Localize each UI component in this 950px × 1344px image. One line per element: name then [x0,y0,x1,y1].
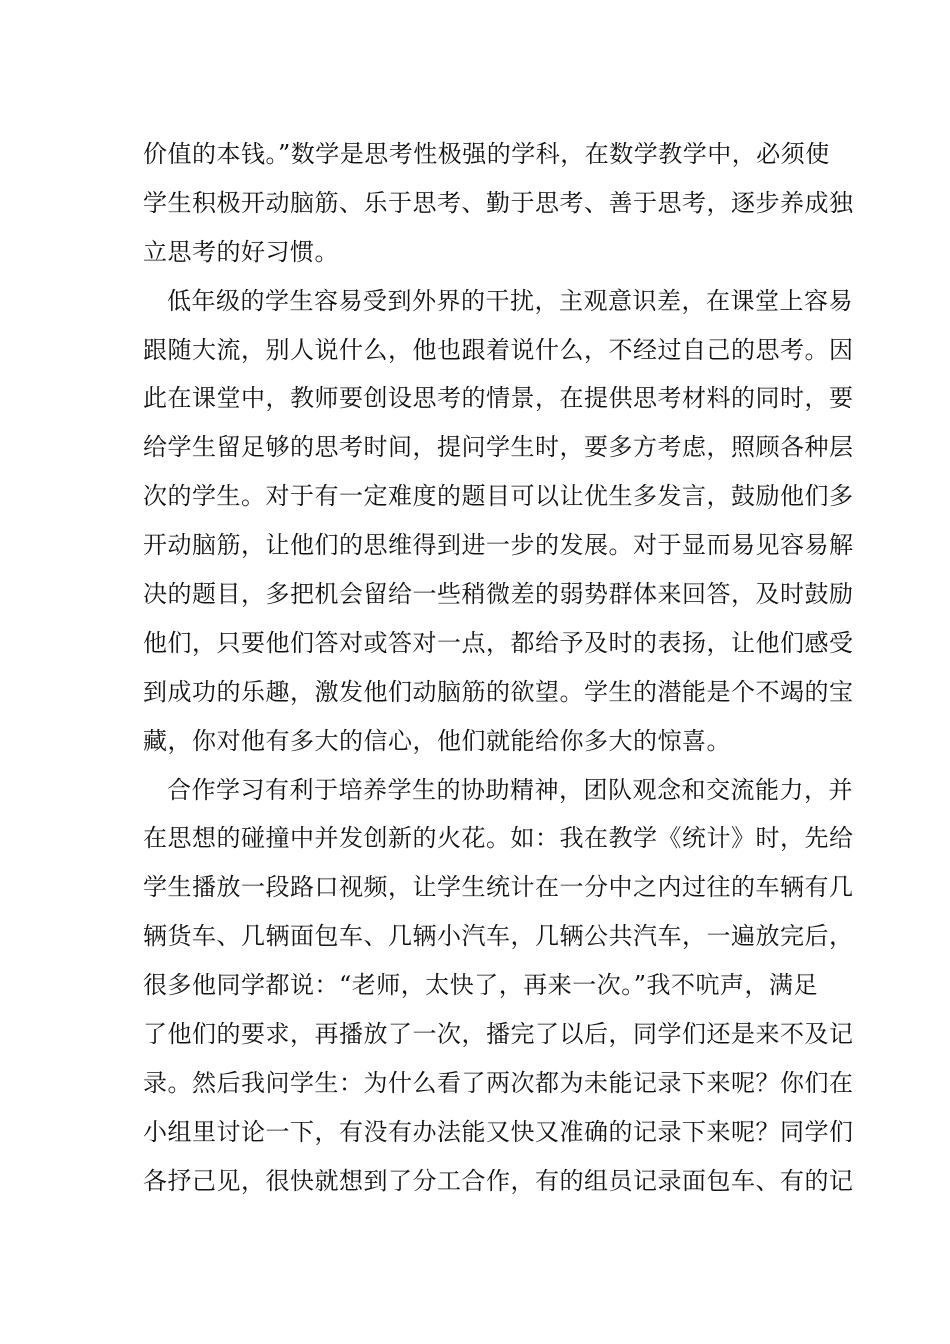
text-line: 录。然后我问学生：为什么看了两次都为未能记录下来呢？你们在 [143,1068,854,1097]
text-line: 很多他同学都说：“老师，太快了，再来一次。”我不吭声，满足 [143,971,819,1000]
text-line: 决的题目，多把机会留给一些稍微差的弱势群体来回答，及时鼓励 [143,580,854,609]
text-line: 了他们的要求，再播放了一次，播完了以后，同学们还是来不及记 [143,1020,854,1049]
text-line: 学生积极开动脑筋、乐于思考、勤于思考、善于思考，逐步养成独 [143,188,854,217]
text-line: 次的学生。对于有一定难度的题目可以让优生多发言，鼓励他们多 [143,482,854,511]
text-line: 在思想的碰撞中并发创新的火花。如：我在教学《统计》时，先给 [143,824,854,853]
text-line: 藏，你对他有多大的信心，他们就能给你多大的惊喜。 [143,726,731,755]
text-line: 他们，只要他们答对或答对一点，都给予及时的表扬，让他们感受 [143,628,854,657]
text-line: 学生播放一段路口视频，让学生统计在一分中之内过往的车辆有几 [143,873,854,902]
text-line: 开动脑筋，让他们的思维得到进一步的发展。对于显而易见容易解 [143,531,854,560]
document-body [143,130,854,1206]
text-line: 辆货车、几辆面包车、几辆小汽车，几辆公共汽车，一遍放完后， [143,922,854,951]
text-line: 小组里讨论一下，有没有办法能又快又准确的记录下来呢？同学们 [143,1117,854,1146]
text-line: 各抒己见，很快就想到了分工合作，有的组员记录面包车、有的记 [143,1166,854,1195]
text-line: 到成功的乐趣，激发他们动脑筋的欲望。学生的潜能是个不竭的宝 [143,677,854,706]
paragraph-first-line: 低年级的学生容易受到外界的干扰，主观意识差，在课堂上容易 [167,286,853,315]
text-line: 此在课堂中，教师要创设思考的情景，在提供思考材料的同时，要 [143,384,854,413]
text-line: 立思考的好习惯。 [143,237,339,266]
text-line: 跟随大流，别人说什么，他也跟着说什么，不经过自己的思考。因 [143,335,854,364]
text-line: 价值的本钱。”数学是思考性极强的学科，在数学教学中，必须使 [143,140,830,168]
text-line: 给学生留足够的思考时间，提问学生时，要多方考虑，照顾各种层 [143,433,854,462]
paragraph-first-line: 合作学习有利于培养学生的协助精神，团队观念和交流能力，并 [167,775,853,804]
